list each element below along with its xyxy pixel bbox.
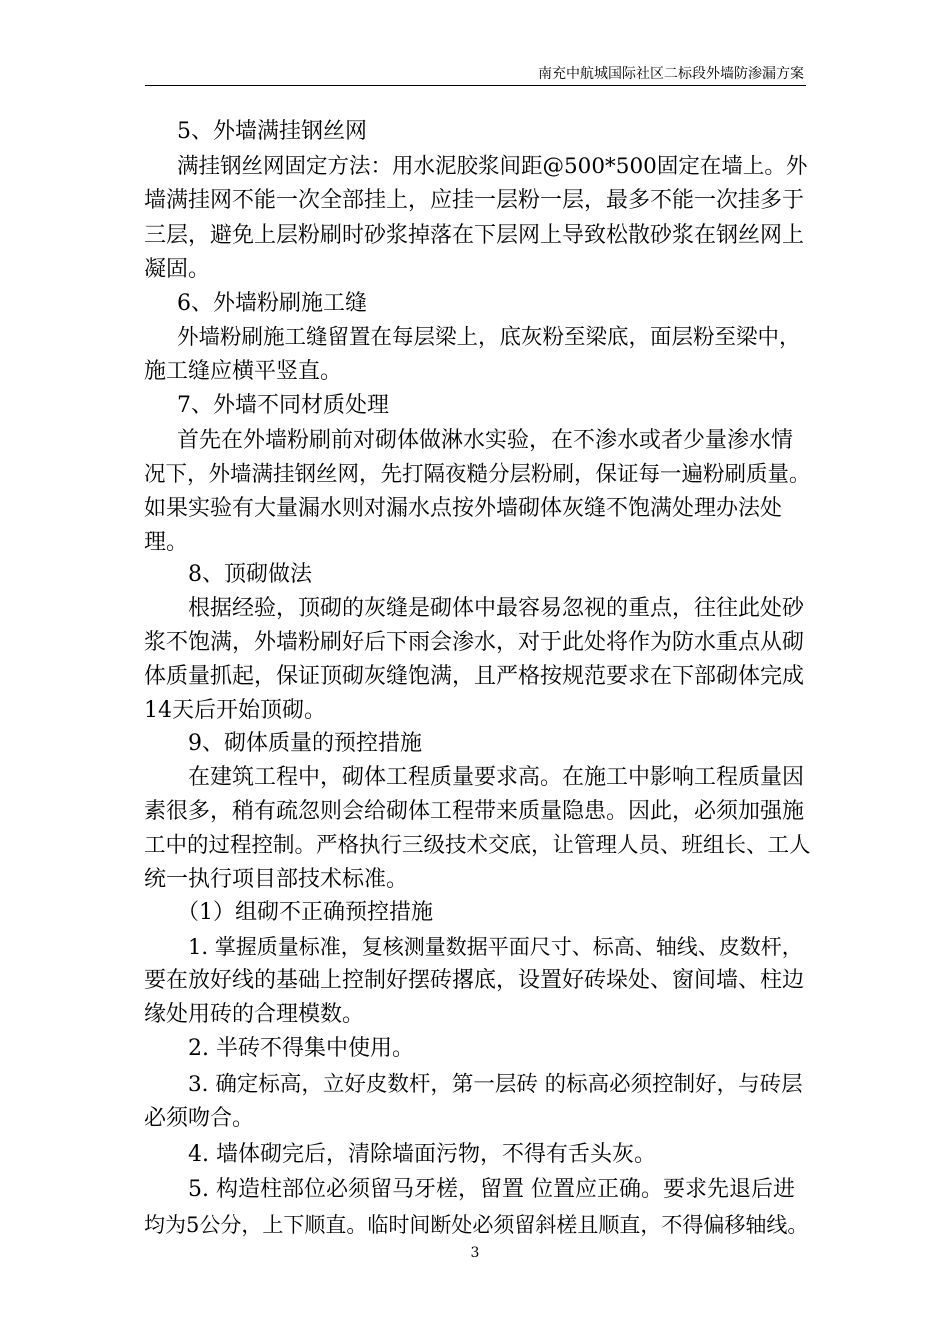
text-line: 7、外墙不同材质处理	[177, 393, 389, 418]
text-line: 三层，避免上层粉刷时砂浆掉落在下层网上导致松散砂浆在钢丝网上	[144, 223, 805, 248]
text-line: 如果实验有大量漏水则对漏水点按外墙砌体灰缝不饱满处理办法处	[144, 496, 783, 521]
text-line: 缘处用砖的合理模数。	[144, 1002, 365, 1027]
text-line: 6、外墙粉刷施工缝	[177, 291, 367, 316]
page-number: 3	[470, 1245, 480, 1261]
text-line: 5. 构造柱部位必须留马牙槎，留置 位置应正确。要求先退后进	[188, 1177, 795, 1202]
text-line: 施工缝应横平竖直。	[144, 359, 343, 384]
text-line: 9、砌体质量的预控措施	[188, 731, 422, 756]
text-line: 浆不饱满，外墙粉刷好后下雨会渗水，对于此处将作为防水重点从砌	[144, 630, 805, 655]
text-line: 根据经验，顶砌的灰缝是砌体中最容易忽视的重点，往往此处砂	[188, 596, 805, 621]
text-line: 工中的过程控制。严格执行三级技术交底，让管理人员、班组长、工人	[144, 833, 811, 858]
text-line: 3. 确定标高，立好皮数杆，第一层砖 的标高必须控制好，与砖层	[188, 1072, 803, 1097]
text-line: 首先在外墙粉刷前对砌体做淋水实验，在不渗水或者少量渗水情	[177, 428, 794, 453]
text-line: 凝固。	[144, 257, 211, 282]
text-line: 均为5公分，上下顺直。临时间断处必须留斜槎且顺直，不得偏移轴线。	[144, 1213, 809, 1237]
text-line: 统一执行项目部技术标准。	[144, 867, 409, 892]
text-line: 况下，外墙满挂钢丝网，先打隔夜糙分层粉刷，保证每一遍粉刷质量。	[144, 462, 811, 487]
text-line: 1. 掌握质量标准，复核测量数据平面尺寸、标高、轴线、皮数杆，	[188, 935, 803, 959]
text-line: 外墙粉刷施工缝留置在每层梁上，底灰粉至梁底，面层粉至梁中，	[177, 325, 801, 350]
text-line: 5、外墙满挂钢丝网	[177, 119, 367, 144]
header-title: 南充中航城国际社区二标段外墙防渗漏方案	[538, 66, 804, 82]
text-line: 墙满挂网不能一次全部挂上，应挂一层粉一层，最多不能一次挂多于	[144, 188, 805, 213]
text-line: （1）组砌不正确预控措施	[177, 900, 433, 925]
text-line: 14天后开始顶砌。	[144, 698, 326, 723]
text-line: 理。	[144, 530, 189, 555]
text-line: 8、顶砌做法	[188, 562, 312, 587]
page-header	[145, 64, 806, 86]
text-line: 满挂钢丝网固定方法：用水泥胶浆间距@500*500固定在墙上。外	[177, 154, 808, 179]
text-line: 素很多，稍有疏忽则会给砌体工程带来质量隐患。因此，必须加强施	[144, 799, 805, 824]
text-line: 要在放好线的基础上控制好摆砖撂底，设置好砖垛处、窗间墙、柱边	[144, 968, 805, 993]
text-line: 体质量抓起，保证顶砌灰缝饱满，且严格按规范要求在下部砌体完成	[144, 664, 805, 689]
text-line: 2. 半砖不得集中使用。	[188, 1036, 414, 1061]
text-line: 必须吻合。	[144, 1106, 255, 1131]
text-line: 在建筑工程中，砌体工程质量要求高。在施工中影响工程质量因	[188, 765, 805, 790]
text-line: 4. 墙体砌完后，清除墙面污物，不得有舌头灰。	[188, 1142, 656, 1167]
